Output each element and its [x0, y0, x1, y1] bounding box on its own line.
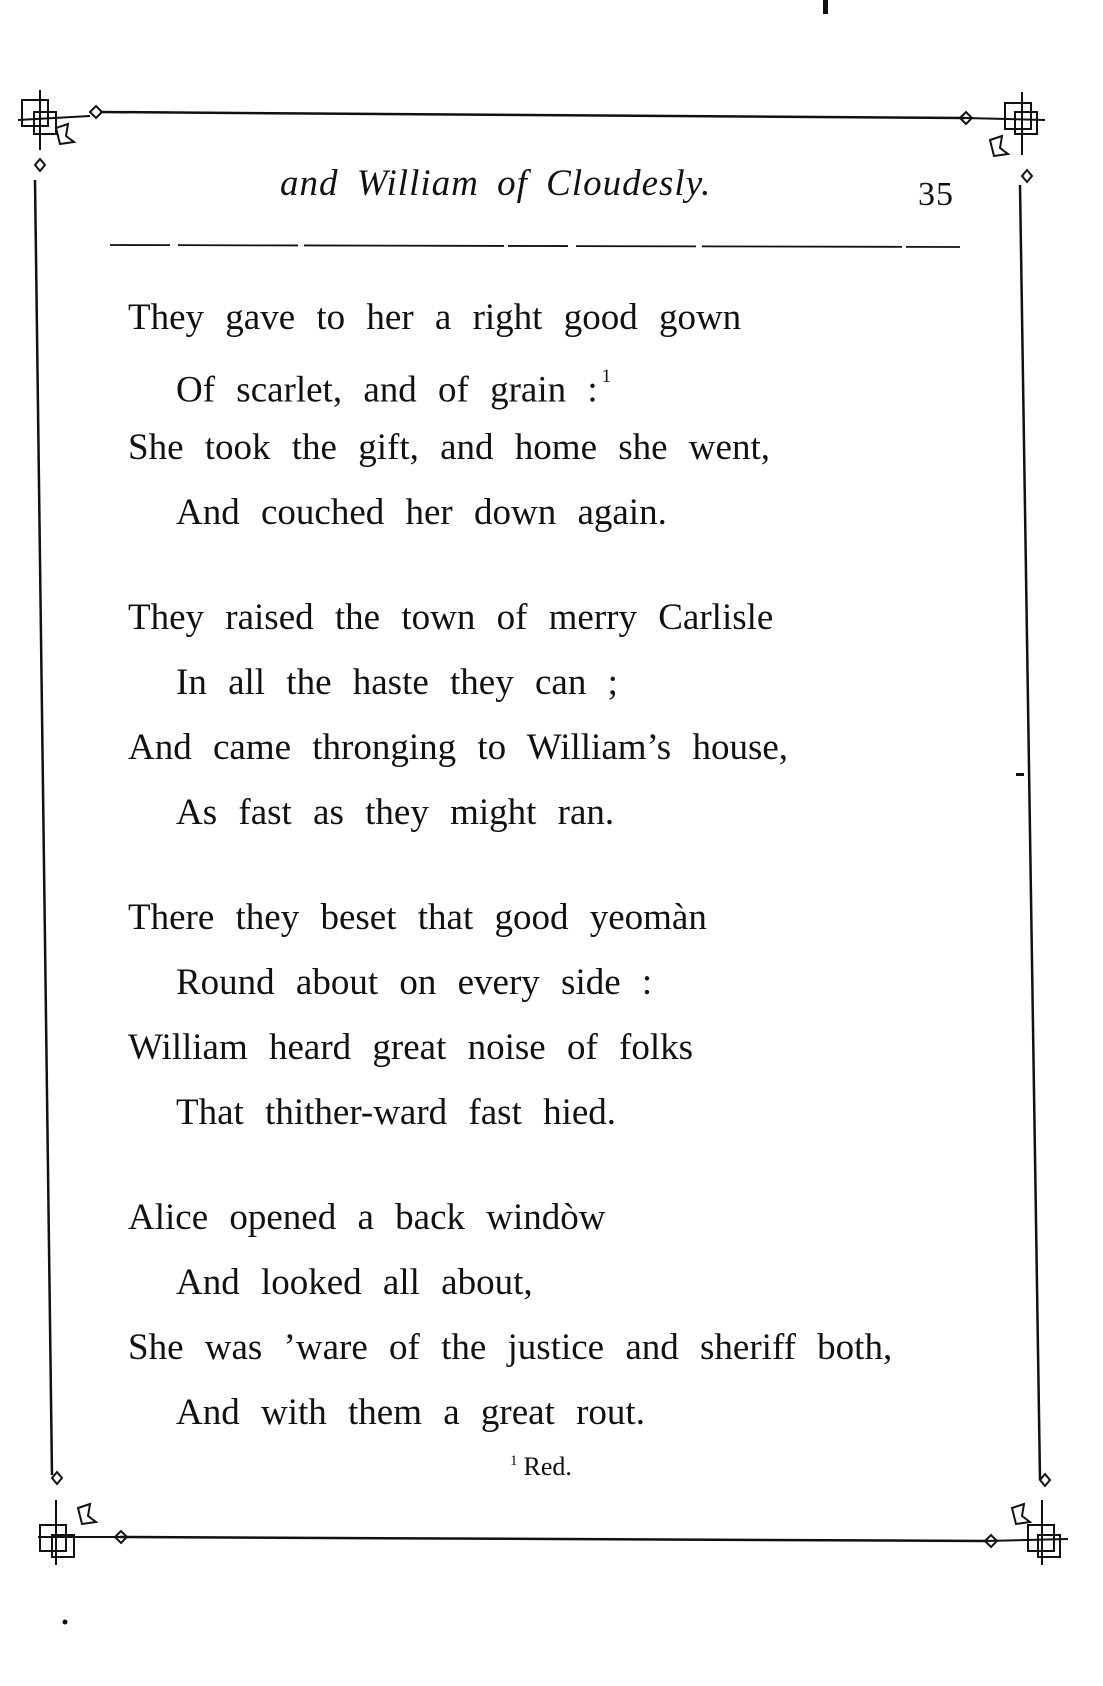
verse-line	[128, 780, 988, 845]
verse-line	[128, 950, 988, 1015]
verse-line	[128, 1015, 988, 1080]
running-title: and William of Cloudesly.	[280, 163, 712, 204]
verse-line	[128, 480, 988, 545]
verse-line	[128, 1185, 988, 1250]
verse-line	[128, 285, 988, 350]
stanza	[128, 885, 988, 1145]
verse-line-text: Alice opened a back windòw	[128, 1197, 606, 1238]
verse-line-text: And with them a great rout.	[176, 1392, 645, 1433]
verse-line-text: That thither-ward fast hied.	[176, 1092, 617, 1133]
verse-line	[128, 1315, 988, 1380]
stanza	[128, 1185, 988, 1445]
verse-line	[128, 715, 988, 780]
verse-line-text: William heard great noise of folks	[128, 1027, 694, 1068]
poem-body	[128, 285, 988, 1485]
page-number: 35	[918, 176, 954, 213]
verse-line-text: In all the haste they can ;	[176, 662, 618, 703]
footnote	[510, 1452, 572, 1482]
corner-ornament-top-right	[960, 92, 1045, 182]
corner-ornament-top-left	[18, 90, 102, 171]
verse-line-text: And couched her down again.	[176, 492, 667, 533]
verse-line-text: There they beset that good yeomàn	[128, 897, 707, 938]
verse-line-text: As fast as they might ran.	[176, 792, 615, 833]
verse-line	[128, 1380, 988, 1445]
verse-line	[128, 885, 988, 950]
verse-line-text: Of scarlet, and of grain :	[176, 369, 598, 411]
footnote-reference: 1	[601, 366, 612, 387]
verse-line	[128, 650, 988, 715]
verse-line	[128, 1250, 988, 1315]
verse-line-text: She was ’ware of the justice and sheriff both,	[128, 1327, 893, 1368]
verse-line	[128, 350, 988, 415]
verse-line	[128, 585, 988, 650]
verse-line-text: And came thronging to William’s house,	[128, 727, 789, 768]
verse-line	[128, 415, 988, 480]
stanza	[128, 285, 988, 545]
corner-ornament-bottom-left	[38, 1472, 127, 1565]
stanza	[128, 585, 988, 845]
verse-line-text: Round about on every side :	[176, 962, 653, 1003]
verse-line-text: She took the gift, and home she went,	[128, 427, 770, 468]
corner-ornament-bottom-right	[985, 1474, 1068, 1565]
verse-line-text: They gave to her a right good gown	[128, 297, 742, 338]
footnote-mark: 1	[510, 1453, 518, 1470]
verse-line-text: And looked all about,	[176, 1262, 533, 1303]
verse-line-text: They raised the town of merry Carlisle	[128, 597, 774, 638]
footnote-text: Red.	[523, 1452, 572, 1481]
verse-line	[128, 1080, 988, 1145]
